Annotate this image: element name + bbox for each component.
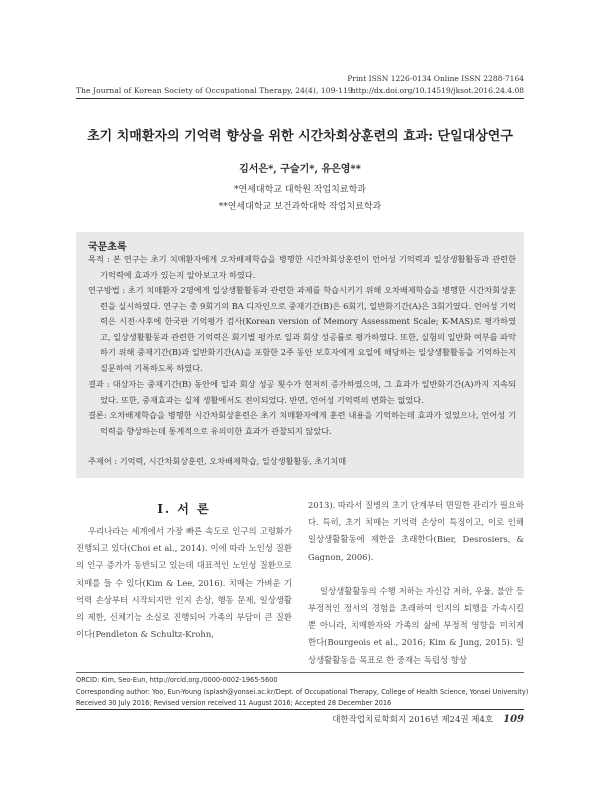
abstract-conclusion: 결론: 오차배제학습을 병행한 시간차회상훈련은 초기 치매환자에게 훈련 내용을 기억하는데 효과가 있었으나, 언어성 기억력을 향상하는데 통계적으로 유의미한 효과가 관찰되지 않았다.	[88, 410, 516, 436]
abstract-results: 결과 : 대상자는 중재기간(B) 동안에 일과 회상 성공 횟수가 현저히 증가하였으며, 그 효과가 일반화기간(A)까지 지속되었다. 또한, 중재효과는 실제 생활에서도 전이되었다. 반면, 언어성 기억력의 변화는 없었다.	[88, 379, 516, 405]
footnote-divider	[76, 672, 524, 673]
doi-link[interactable]: http://dx.doi.org/10.14519/jksot.2016.24.4.08	[350, 86, 524, 95]
page-footer	[332, 713, 524, 725]
affiliation-2: **연세대학교 보건과학대학 작업치료학과	[218, 202, 382, 212]
footnote-received-dates: Received 30 July 2016; Revised version received 11 August 2016; Accepted 28 December 2016	[76, 699, 392, 707]
paper-title: 초기 치매환자의 기억력 향상을 위한 시간차회상훈련의 효과: 단일대상연구	[87, 129, 513, 144]
keywords: 주제어 : 기억력, 시간차회상훈련, 오차배제학습, 일상생활활동, 초기치매	[88, 456, 347, 466]
abstract-methods: 연구방법 : 초기 치매환자 2명에게 일상생활활동과 관련한 과제를 학습시키기 위해 오차배제학습을 병행한 시간차회상훈련을 실시하였다. 연구는 총 9회기의 BA 디자인으로 중재기간(B)은 6회기, 일반화기간(A)은 3회기였다. 언어성 기억력은 시전·사후에 한국판 기억평가 검사(Korean version of Memory Assessment Scale; K-MAS)로 평가하였고, 일상생활활동과 관련한 기억력은 회기별 평가로 일과 회상 성공률로 평가하였다. 또한, 실험의 일반화 여부를 파악하기 위해 중재기간(B)과 일반화기간(A)을 포함한 2주 동안 보호자에게 요일에 해당하는 일상생활활동을 기억하는지 질문하여 기록하도록 하였다.	[88, 285, 516, 373]
footnote-corresponding-author: Corresponding author: Yoo, Eun-Young (splash@yonsei.ac.kr/Dept. of Occupational Therapy, College of Health Science, Yonsei University)	[76, 687, 529, 696]
header-divider	[76, 98, 524, 99]
footer-divider	[76, 709, 524, 710]
footer-journal-issue: 대한작업치료학회지 2016년 제24권 제4호	[332, 715, 494, 725]
body-paragraph: 일상생활활동의 수행 저하는 자신감 저하, 우울, 불안 등 부정적인 정서의 경험을 초래하여 인지의 퇴행을 가속시킬 뿐 아니라, 치매환자와 가족의 삶에 부정적 영향을 미치게 한다(Bourgeois et al., 2016; Kim & Jung, 2015). 일상생활활동을 목표로 한 중재는 독립성 향상	[308, 585, 524, 665]
body-paragraph: 2013). 따라서 질병의 초기 단계부터 면밀한 관리가 필요하다. 특히, 초기 치매는 기억력 손상이 특징이고, 이로 인해 일상생활활동에 제한을 초래한다(Bier, Desrosiers, & Gagnon, 2006).	[308, 500, 524, 562]
abstract-purpose: 목적 : 본 연구는 초기 치매환자에게 오차배제학습을 병행한 시간차회상훈련이 언어성 기억력과 일상생활활동과 관련한 기억력에 효과가 있는지 알아보고자 하였다.	[88, 254, 516, 280]
issn-line: Print ISSN 1226-0134 Online ISSN 2288-7164	[347, 74, 524, 83]
affiliation-1: *연세대학교 대학원 작업치료학과	[234, 185, 366, 195]
body-column-right	[308, 497, 524, 669]
issn-doi-block	[347, 73, 524, 97]
footnotes	[76, 675, 529, 710]
page-number: 109	[503, 714, 524, 725]
body-paragraph: 우리나라는 세계에서 가장 빠른 속도로 인구의 고령화가 진행되고 있다(Choi et al., 2014). 이에 따라 노인성 질환의 인구 증가가 동반되고 있는데 대표적인 노인성 질환으로 치매를 들 수 있다(Kim & Lee, 2016). 치매는 가벼운 기억력 손상부터 시작되지만 인지 손상, 행동 문제, 일상생활의 제한, 신체기능 소실로 진행되어 가족의 부담이 큰 질환이다(Pendleton & Schultz-Krohn,	[76, 526, 292, 640]
footnote-orcid: ORCID: Kim, Seo-Eun, http://orcid.org./0000-0002-1965-5600	[76, 676, 278, 684]
section-heading-introduction: Ⅰ. 서 론	[157, 502, 211, 516]
body-column-left	[76, 523, 292, 643]
author-list: 김서은*, 구슬기*, 유은영**	[239, 164, 361, 175]
abstract-heading: 국문초록	[88, 242, 127, 253]
journal-citation: The Journal of Korean Society of Occupational Therapy, 24(4), 109-119	[76, 86, 353, 95]
